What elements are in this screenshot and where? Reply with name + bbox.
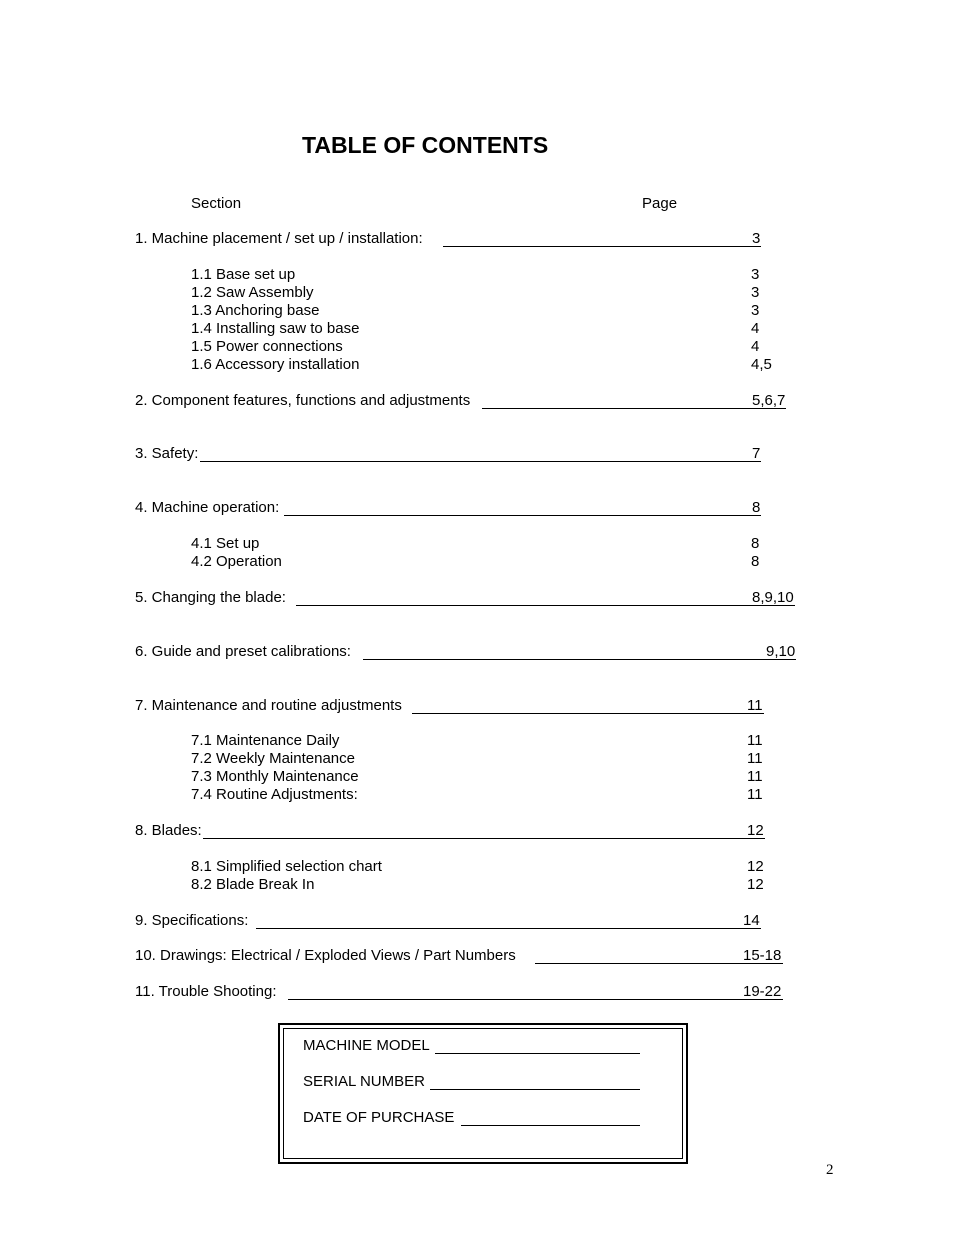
leader-line <box>482 408 786 409</box>
date-of-purchase-field[interactable] <box>461 1125 640 1126</box>
toc-page-7-1: 11 <box>747 732 763 749</box>
serial-number-label: SERIAL NUMBER <box>303 1073 425 1090</box>
page-number: 2 <box>826 1162 834 1178</box>
toc-page-7: 11 <box>747 697 763 714</box>
page-title: TABLE OF CONTENTS <box>302 132 549 158</box>
leader-line <box>363 659 796 660</box>
toc-page-2: 5,6,7 <box>752 392 786 409</box>
toc-page-8-1: 12 <box>747 858 764 875</box>
toc-entry-9: 9. Specifications: <box>135 912 249 929</box>
serial-number-field[interactable] <box>430 1089 640 1090</box>
toc-entry-1-5: 1.5 Power connections <box>191 338 343 355</box>
leader-line <box>200 461 761 462</box>
toc-page-4-2: 8 <box>751 553 760 570</box>
toc-entry-2: 2. Component features, functions and adjustments <box>135 392 471 409</box>
toc-entry-7-2: 7.2 Weekly Maintenance <box>191 750 355 767</box>
toc-entry-7: 7. Maintenance and routine adjustments <box>135 697 402 714</box>
date-of-purchase-label: DATE OF PURCHASE <box>303 1109 455 1126</box>
toc-entry-1-1: 1.1 Base set up <box>191 266 296 283</box>
toc-page-4: 8 <box>752 499 761 516</box>
toc-entry-7-4: 7.4 Routine Adjustments: <box>191 786 358 803</box>
toc-page-7-3: 11 <box>747 768 763 785</box>
machine-model-label: MACHINE MODEL <box>303 1037 430 1054</box>
toc-page-1: 3 <box>752 230 761 247</box>
toc-page-8-2: 12 <box>747 876 764 893</box>
toc-entry-7-3: 7.3 Monthly Maintenance <box>191 768 359 785</box>
toc-entry-10: 10. Drawings: Electrical / Exploded Views / Part Numbers <box>135 947 516 964</box>
section-column-header: Section <box>191 195 242 212</box>
page-column-header: Page <box>642 195 678 212</box>
leader-line <box>203 838 765 839</box>
toc-entry-5: 5. Changing the blade: <box>135 589 286 606</box>
toc-entry-8-2: 8.2 Blade Break In <box>191 876 315 893</box>
toc-page-1-6: 4,5 <box>751 356 772 373</box>
toc-entry-3: 3. Safety: <box>135 445 199 462</box>
toc-entry-8: 8. Blades: <box>135 822 202 839</box>
toc-entry-4-1: 4.1 Set up <box>191 535 260 552</box>
toc-entry-4: 4. Machine operation: <box>135 499 280 516</box>
toc-page-1-3: 3 <box>751 302 760 319</box>
leader-line <box>296 605 795 606</box>
toc-page-1-2: 3 <box>751 284 760 301</box>
toc-entry-1-2: 1.2 Saw Assembly <box>191 284 314 301</box>
toc-entry-1: 1. Machine placement / set up / installation: <box>135 230 423 247</box>
toc-page-7-2: 11 <box>747 750 763 767</box>
machine-model-field[interactable] <box>435 1053 640 1054</box>
toc-page-9: 14 <box>743 912 760 929</box>
toc-page-10: 15-18 <box>743 947 782 964</box>
toc-page-1-5: 4 <box>751 338 760 355</box>
toc-page-7-4: 11 <box>747 786 763 803</box>
toc-entry-4-2: 4.2 Operation <box>191 553 282 570</box>
toc-page-5: 8,9,10 <box>752 589 794 606</box>
toc-entry-1-3: 1.3 Anchoring base <box>191 302 320 319</box>
leader-line <box>256 928 761 929</box>
toc-page-1-1: 3 <box>751 266 760 283</box>
toc-entry-7-1: 7.1 Maintenance Daily <box>191 732 340 749</box>
toc-page-3: 7 <box>752 445 761 462</box>
toc-entry-6: 6. Guide and preset calibrations: <box>135 643 351 660</box>
toc-entry-11: 11. Trouble Shooting: <box>135 983 277 1000</box>
toc-page-6: 9,10 <box>766 643 796 660</box>
toc-entry-1-6: 1.6 Accessory installation <box>191 356 360 373</box>
leader-line <box>412 713 764 714</box>
toc-entry-8-1: 8.1 Simplified selection chart <box>191 858 382 875</box>
toc-page-4-1: 8 <box>751 535 760 552</box>
toc-page-8: 12 <box>747 822 764 839</box>
toc-page-11: 19-22 <box>743 983 782 1000</box>
leader-line <box>284 515 761 516</box>
leader-line <box>443 246 761 247</box>
leader-line <box>288 999 783 1000</box>
toc-page-1-4: 4 <box>751 320 760 337</box>
toc-entry-1-4: 1.4 Installing saw to base <box>191 320 360 337</box>
